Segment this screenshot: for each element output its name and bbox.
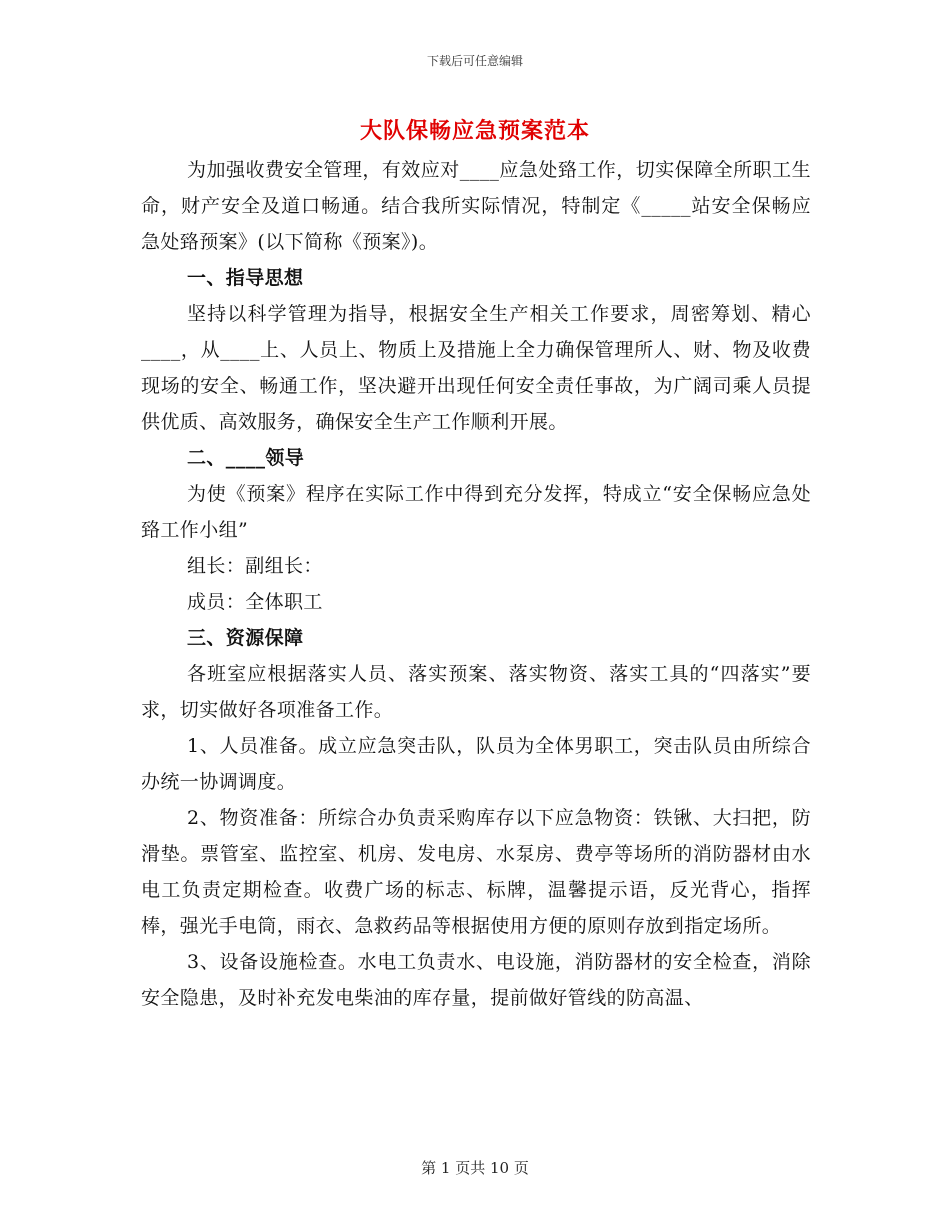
document-title: 大队保畅应急预案范本: [359, 118, 590, 144]
paragraph-guiding-ideology: 坚持以科学管理为指导，根据安全生产相关工作要求，周密筹划、精心____，从____上、人员上、物质上及措施上全力确保管理所人、财、物及收费现场的安全、畅通工作，坚决避开出现任何安全责任事故，为广阔司乘人员提供优质、高效服务，确保安全生产工作顺利开展。: [141, 303, 811, 433]
paragraph-members: 成员：全体职工: [187, 591, 323, 613]
section-heading-guiding-ideology: 一、指导思想: [187, 267, 304, 289]
document-body: [141, 152, 811, 1016]
paragraph-materials: 2、物资准备：所综合办负责采购库存以下应急物资：铁锹、大扫把，防滑垫。票管室、监控室、机房、发电房、水泵房、费亭等场所的消防器材由水电工负责定期检查。收费广场的标志、标牌，温馨提示语，反光背心，指挥棒，强光手电筒，雨衣、急救药品等根据使用方便的原则存放到指定场所。: [141, 807, 811, 937]
paragraph-group-leaders: 组长：副组长：: [187, 555, 323, 577]
paragraph-equipment-check: 3、设备设施检查。水电工负责水、电设施，消防器材的安全检查，消除安全隐患，及时补充发电柴油的库存量，提前做好管线的防高温、: [141, 951, 811, 1009]
paragraph-leadership: 为使《预案》程序在实际工作中得到充分发挥，特成立“安全保畅应急处臵工作小组”: [141, 483, 811, 541]
paragraph-intro: 为加强收费安全管理，有效应对____应急处臵工作，切实保障全所职工生命，财产安全及道口畅通。结合我所实际情况，特制定《_____站安全保畅应急处臵预案》(以下简称《预案》)。: [141, 159, 811, 253]
section-heading-resources: 三、资源保障: [187, 627, 304, 649]
paragraph-personnel: 1、人员准备。成立应急突击队，队员为全体男职工，突击队员由所综合办统一协调调度。: [141, 735, 811, 793]
page-number: 第 1 页共 10 页: [421, 1159, 529, 1177]
section-heading-leadership: 二、____领导: [187, 447, 305, 469]
page-header: 下载后可任意编辑: [426, 54, 523, 68]
paragraph-resources: 各班室应根据落实人员、落实预案、落实物资、落实工具的“四落实”要求，切实做好各项准备工作。: [141, 663, 811, 721]
